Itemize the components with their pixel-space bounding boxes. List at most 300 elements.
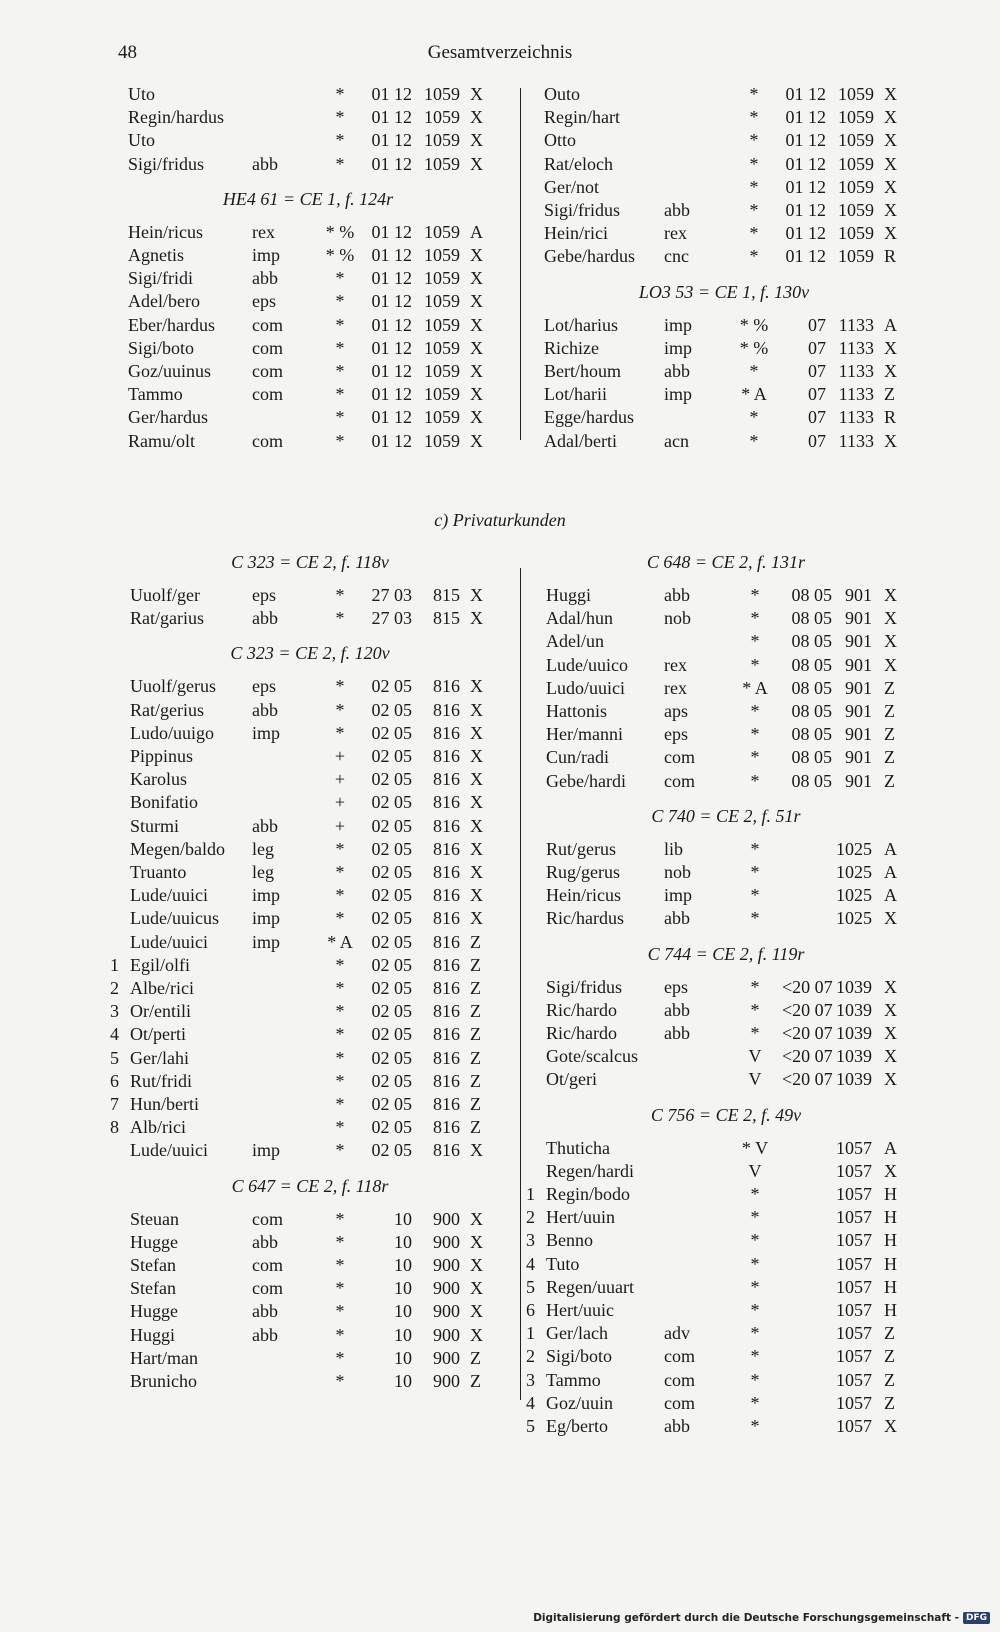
entry-code: H — [884, 1300, 897, 1320]
entry-year: 900 — [433, 1347, 460, 1368]
entry-name: Adel/bero — [128, 291, 200, 312]
entry-name: Regen/hardi — [546, 1160, 634, 1181]
entry-row — [130, 1325, 490, 1349]
entry-sign: * — [750, 1300, 760, 1320]
entry-date: 02 05 — [371, 676, 412, 697]
entry-name: Sturmi — [130, 815, 180, 836]
entry-index: 2 — [110, 978, 119, 998]
entry-code: X — [884, 361, 897, 381]
entry-title: abb — [664, 1416, 690, 1436]
entry-row — [130, 816, 490, 840]
entry-code: X — [470, 314, 483, 335]
entry-name: Hart/man — [130, 1347, 198, 1368]
entry-title: abb — [252, 268, 278, 289]
entry-row — [110, 978, 490, 1002]
entry-row — [546, 1000, 906, 1024]
entry-date: 01 12 — [785, 130, 826, 151]
entry-date: 02 05 — [371, 699, 412, 720]
entry-year: 1039 — [836, 1046, 872, 1067]
entry-year: 900 — [433, 1231, 460, 1252]
entry-sign: * A — [327, 931, 353, 952]
entry-year: 1059 — [838, 223, 874, 244]
entry-sign: * — [750, 631, 760, 652]
entry-name: Eg/berto — [546, 1416, 608, 1436]
entry-name: Richize — [544, 337, 599, 358]
entry-title: eps — [664, 724, 688, 745]
entry-sign: V — [748, 1160, 762, 1181]
entry-code: X — [884, 430, 897, 451]
entry-year: 1039 — [836, 999, 872, 1020]
entry-row — [130, 585, 490, 609]
entry-sign: * — [749, 361, 759, 381]
entry-date: 10 — [394, 1301, 412, 1322]
entry-row — [544, 223, 904, 247]
block-heading: C 648 = CE 2, f. 131r — [646, 552, 806, 572]
entry-code: Z — [470, 1001, 481, 1022]
entry-sign: * — [335, 1094, 345, 1114]
entry-code: H — [884, 1184, 897, 1204]
entry-sign: * — [749, 84, 759, 104]
entry-year: 1059 — [838, 107, 874, 128]
entry-row — [546, 908, 906, 932]
entry-name: Hert/uuin — [546, 1207, 615, 1228]
entry-code: Z — [884, 1323, 895, 1344]
entry-sign: + — [334, 769, 346, 790]
entry-row — [526, 1392, 906, 1417]
entry-name: Bonifatio — [130, 792, 198, 813]
entry-year: 1059 — [838, 153, 874, 174]
entry-code: X — [884, 223, 897, 244]
entry-date: 10 — [394, 1324, 412, 1345]
entry-title: aps — [664, 701, 688, 721]
entry-sign: * % — [325, 221, 355, 242]
entry-row — [130, 792, 490, 816]
entry-sign: * — [750, 1416, 760, 1436]
entry-row — [546, 585, 906, 609]
entry-sign: + — [334, 746, 346, 766]
entry-row — [128, 431, 488, 455]
entry-name: Sigi/fridus — [128, 153, 205, 174]
entry-code: X — [470, 153, 483, 174]
entry-title: acn — [664, 430, 689, 451]
entry-date: 10 — [394, 1208, 412, 1229]
entry-date: 01 12 — [371, 107, 412, 128]
entry-name: Gote/scalcus — [546, 1046, 638, 1067]
entry-index: 3 — [110, 1001, 119, 1022]
entry-year: 815 — [433, 585, 460, 605]
entry-title: com — [252, 361, 283, 381]
entry-sign: * — [750, 1184, 760, 1204]
entry-code: X — [470, 130, 483, 151]
entry-row — [128, 268, 488, 292]
entry-index: 5 — [526, 1276, 535, 1297]
entry-name: Ger/hardus — [128, 407, 208, 428]
entry-year: 1133 — [838, 337, 874, 358]
entry-date: 01 12 — [371, 384, 412, 405]
entry-date: 01 12 — [371, 153, 412, 174]
entry-name: Lude/uuicus — [130, 908, 219, 929]
entry-date: 02 05 — [371, 1140, 412, 1161]
entry-name: Tuto — [546, 1253, 580, 1274]
entry-code: X — [470, 1324, 483, 1345]
entry-date: 02 05 — [371, 1070, 412, 1091]
entry-code: Z — [470, 1117, 481, 1138]
entry-name: Agnetis — [128, 245, 184, 265]
entry-name: Huggi — [546, 585, 591, 605]
entry-name: Uuolf/ger — [130, 585, 200, 605]
entry-row — [130, 932, 490, 956]
entry-row — [130, 1278, 490, 1302]
entry-year: 1025 — [836, 838, 872, 859]
entry-index: 8 — [110, 1117, 119, 1138]
entry-title: imp — [252, 245, 281, 265]
entry-title: com — [252, 337, 283, 358]
entry-name: Sigi/fridi — [128, 268, 194, 289]
entry-year: 1059 — [424, 107, 460, 128]
entry-row — [110, 954, 490, 979]
entry-year: 901 — [845, 631, 872, 652]
entry-sign: * — [335, 314, 345, 335]
entry-sign: * — [335, 608, 345, 629]
entry-title: abb — [664, 361, 690, 381]
entry-code: X — [470, 838, 483, 859]
entry-year: 1059 — [424, 221, 460, 242]
entry-code: Z — [884, 724, 895, 745]
entry-title: abb — [664, 908, 690, 929]
entry-title: imp — [252, 908, 281, 929]
entry-name: Ric/hardus — [546, 908, 624, 929]
entry-code: X — [884, 631, 897, 652]
entry-sign: * — [335, 1278, 345, 1299]
entry-title: eps — [252, 291, 276, 312]
entry-row — [526, 1323, 906, 1347]
entry-row — [546, 862, 906, 886]
entry-code: H — [884, 1253, 897, 1274]
entry-row — [546, 1138, 906, 1162]
entry-date: 02 05 — [371, 931, 412, 952]
entry-code: A — [884, 862, 897, 882]
entry-date: 07 — [808, 337, 826, 358]
entry-title: com — [252, 1255, 283, 1275]
entry-date: 02 05 — [371, 1047, 412, 1068]
entry-row — [546, 747, 906, 771]
entry-code: H — [884, 1276, 897, 1297]
entry-sign: * — [335, 1324, 345, 1345]
entry-year: 816 — [433, 1070, 460, 1091]
entry-sign: * — [749, 246, 759, 267]
entry-sign: * — [749, 176, 759, 197]
entry-year: 1057 — [836, 1184, 872, 1204]
entry-code: Z — [884, 770, 895, 791]
entry-row — [110, 1024, 490, 1048]
entry-title: leg — [252, 862, 274, 882]
entry-year: 1059 — [838, 130, 874, 151]
entry-index: 5 — [526, 1416, 535, 1436]
entry-year: 1133 — [838, 314, 874, 335]
entry-name: Truanto — [130, 862, 187, 882]
entry-code: Z — [884, 677, 895, 698]
entry-year: 901 — [845, 654, 872, 675]
entry-code: X — [470, 746, 483, 766]
entry-code: Z — [884, 1392, 895, 1413]
entry-row — [526, 1230, 906, 1254]
entry-date: 02 05 — [371, 815, 412, 836]
entry-sign: * % — [325, 245, 355, 265]
dfg-logo: DFG — [963, 1612, 990, 1624]
entry-year: 816 — [433, 1094, 460, 1114]
entry-code: X — [470, 908, 483, 929]
entry-year: 1059 — [838, 246, 874, 267]
entry-sign: V — [748, 1046, 762, 1067]
entry-year: 1057 — [836, 1137, 872, 1158]
entry-title: abb — [252, 608, 278, 629]
entry-index: 1 — [526, 1323, 535, 1344]
entry-name: Lot/harius — [544, 314, 618, 335]
entry-row — [130, 1301, 490, 1325]
block-heading: HE4 61 = CE 1, f. 124r — [222, 188, 394, 209]
entry-title: imp — [664, 314, 693, 335]
entry-year: 1059 — [838, 200, 874, 220]
entry-year: 1059 — [424, 153, 460, 174]
entry-date: 07 — [808, 430, 826, 451]
entry-date: 02 05 — [371, 1001, 412, 1022]
entry-sign: * — [335, 153, 345, 174]
entry-sign: * — [335, 107, 345, 128]
entry-sign: + — [334, 815, 346, 836]
section-title: c) Privaturkunden — [434, 510, 566, 530]
entry-row — [526, 1276, 906, 1301]
entry-name: Ric/hardo — [546, 999, 617, 1020]
entry-row — [546, 724, 906, 748]
entry-index: 3 — [526, 1369, 535, 1390]
entry-code: X — [470, 1278, 483, 1299]
entry-sign: * — [750, 1276, 760, 1297]
entry-date: 01 12 — [371, 361, 412, 381]
entry-sign: * — [749, 153, 759, 174]
entry-year: 1057 — [836, 1300, 872, 1320]
entry-row — [130, 700, 490, 724]
entry-year: 1057 — [836, 1160, 872, 1181]
entry-year: 1025 — [836, 885, 872, 906]
entry-row — [128, 154, 488, 178]
entry-year: 1057 — [836, 1207, 872, 1228]
entry-sign: * % — [739, 314, 769, 335]
entry-name: Bert/houm — [544, 361, 621, 381]
entry-year: 1057 — [836, 1392, 872, 1413]
entry-code: Z — [884, 747, 895, 768]
entry-code: X — [884, 84, 897, 104]
entry-date: 27 03 — [371, 608, 412, 629]
entry-year: 1039 — [836, 1023, 872, 1043]
entry-year: 816 — [433, 978, 460, 998]
entry-date: 10 — [394, 1278, 412, 1299]
entry-code: H — [884, 1207, 897, 1228]
entry-year: 1057 — [836, 1416, 872, 1436]
entry-row — [544, 246, 904, 270]
entry-code: Z — [884, 1369, 895, 1390]
entry-name: Rut/fridi — [130, 1070, 192, 1091]
entry-code: R — [884, 246, 897, 267]
entry-row — [546, 1069, 906, 1093]
entry-date: 01 12 — [371, 314, 412, 335]
entry-row — [130, 1255, 490, 1279]
entry-row — [546, 1023, 906, 1047]
entry-code: X — [884, 1046, 897, 1067]
entry-title: adv — [664, 1323, 690, 1344]
entry-title: com — [664, 1346, 695, 1367]
entry-title: abb — [664, 1023, 690, 1043]
entry-sign: * — [335, 1070, 345, 1091]
entry-name: Rat/garius — [130, 608, 204, 629]
entry-sign: * — [749, 430, 759, 451]
column-divider-top — [520, 88, 521, 440]
entry-title: lib — [664, 838, 684, 859]
entry-name: Adal/berti — [544, 430, 617, 451]
entry-date: <20 07 — [782, 1046, 833, 1067]
entry-year: 900 — [433, 1324, 460, 1345]
entry-year: 1057 — [836, 1323, 872, 1344]
entry-row — [110, 1094, 490, 1118]
entry-date: 02 05 — [371, 722, 412, 743]
entry-year: 1059 — [424, 337, 460, 358]
entry-sign: * — [335, 1255, 345, 1275]
entry-title: com — [664, 747, 695, 768]
entry-sign: * — [750, 724, 760, 745]
entry-title: nob — [664, 608, 691, 629]
entry-name: Rut/gerus — [546, 838, 616, 859]
entry-date: <20 07 — [782, 1069, 833, 1090]
entry-row — [526, 1416, 906, 1440]
entry-title: abb — [252, 153, 278, 174]
entry-sign: * — [750, 1023, 760, 1043]
entry-date: 02 05 — [371, 769, 412, 790]
entry-year: 900 — [433, 1255, 460, 1275]
entry-title: rex — [252, 221, 275, 242]
entry-code: X — [470, 1231, 483, 1252]
entry-name: Otto — [544, 130, 577, 151]
entry-name: Huggi — [130, 1324, 175, 1345]
entry-year: 816 — [433, 1024, 460, 1045]
entry-row — [546, 655, 906, 679]
entry-sign: V — [748, 1069, 762, 1090]
entry-name: Ger/not — [544, 176, 599, 197]
entry-code: X — [470, 384, 483, 405]
entry-code: X — [470, 792, 483, 813]
block-heading: C 323 = CE 2, f. 118v — [231, 552, 389, 572]
entry-row — [128, 245, 488, 269]
entry-date: 02 05 — [371, 1094, 412, 1114]
entry-row — [544, 84, 904, 108]
entry-title: abb — [252, 1231, 278, 1252]
entry-year: 1059 — [424, 268, 460, 289]
entry-name: Regin/bodo — [546, 1184, 630, 1204]
entry-year: 816 — [433, 885, 460, 906]
entry-row — [526, 1346, 906, 1370]
entry-name: Ger/lach — [546, 1323, 608, 1344]
entry-date: 07 — [808, 407, 826, 428]
entry-row — [128, 315, 488, 339]
entry-code: X — [884, 585, 897, 605]
entry-name: Steuan — [130, 1208, 179, 1229]
entry-year: 816 — [433, 1001, 460, 1022]
entry-sign: * — [335, 130, 345, 151]
entry-code: A — [884, 885, 897, 906]
entry-date: 02 05 — [371, 1117, 412, 1138]
entry-code: X — [470, 1255, 483, 1275]
entry-name: Hert/uuic — [546, 1300, 614, 1320]
entry-row — [544, 200, 904, 224]
entry-sign: * — [750, 585, 760, 605]
entry-code: Z — [470, 954, 481, 975]
entry-year: 816 — [433, 746, 460, 766]
block-heading: C 756 = CE 2, f. 49v — [650, 1104, 802, 1125]
entry-code: X — [470, 815, 483, 836]
entry-name: Egil/olfi — [130, 954, 190, 975]
entry-date: 02 05 — [371, 838, 412, 859]
entry-sign: * — [335, 361, 345, 381]
entry-row — [544, 407, 904, 431]
entry-year: 1059 — [424, 130, 460, 151]
entry-date: 01 12 — [371, 245, 412, 265]
entry-name: Gebe/hardi — [546, 770, 626, 791]
entry-sign: * — [335, 384, 345, 405]
entry-sign: * — [335, 337, 345, 358]
entry-code: X — [470, 885, 483, 906]
entry-title: imp — [252, 931, 281, 952]
entry-title: cnc — [664, 246, 689, 267]
entry-sign: * — [335, 954, 345, 975]
entry-row — [546, 977, 906, 1001]
entry-date: 01 12 — [371, 268, 412, 289]
entry-sign: * — [750, 908, 760, 929]
entry-sign: * — [750, 838, 760, 859]
entry-name: Goz/uuinus — [128, 361, 211, 381]
entry-title: abb — [664, 999, 690, 1020]
entry-row — [130, 746, 490, 770]
entry-title: com — [252, 1278, 283, 1299]
entry-title: eps — [664, 976, 688, 997]
entry-year: 1057 — [836, 1346, 872, 1367]
entry-title: leg — [252, 838, 274, 859]
entry-code: X — [470, 608, 483, 629]
entry-row — [526, 1300, 906, 1324]
entry-row — [544, 315, 904, 339]
entry-date: 08 05 — [791, 677, 832, 698]
entry-year: 1059 — [424, 84, 460, 104]
entry-name: Hein/rici — [544, 223, 608, 244]
entry-name: Sigi/fridus — [546, 976, 623, 997]
entry-row — [526, 1253, 906, 1278]
entry-date: 08 05 — [791, 724, 832, 745]
entry-row — [130, 839, 490, 863]
block-heading: LO3 53 = CE 1, f. 130v — [638, 281, 810, 302]
entry-name: Karolus — [130, 769, 187, 790]
entry-sign: * — [335, 1001, 345, 1022]
entry-date: 01 12 — [371, 430, 412, 451]
entry-name: Outo — [544, 84, 580, 104]
entry-year: 1039 — [836, 976, 872, 997]
entry-title: abb — [252, 815, 278, 836]
block-heading: C 323 = CE 2, f. 120v — [230, 643, 390, 664]
entry-code: Z — [470, 1371, 481, 1391]
footer — [533, 1612, 990, 1624]
entry-year: 1059 — [424, 361, 460, 381]
entry-date: 02 05 — [371, 746, 412, 766]
entry-year: 1059 — [838, 176, 874, 197]
entry-name: Hugge — [130, 1231, 178, 1252]
entry-title: abb — [664, 200, 690, 220]
entry-code: X — [884, 999, 897, 1020]
